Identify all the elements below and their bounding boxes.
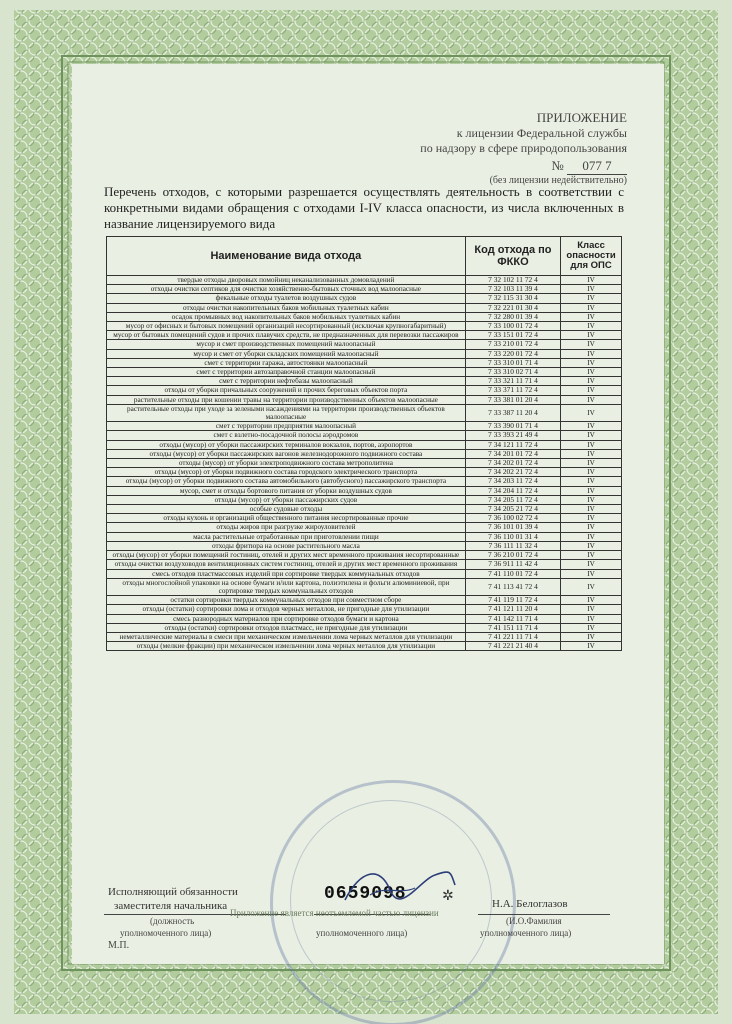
table-row <box>107 294 622 303</box>
row-waste-code: 7 34 202 01 72 4 <box>465 459 560 468</box>
row-waste-name: особые судовые отходы <box>107 505 466 514</box>
row-waste-code: 7 36 911 11 42 4 <box>465 560 560 569</box>
row-waste-code: 7 32 221 01 30 4 <box>465 303 560 312</box>
row-hazard-class: IV <box>561 495 622 504</box>
table-row <box>107 440 622 449</box>
appendix-line-2: по надзору в сфере природопользования <box>420 141 627 155</box>
row-waste-name: отходы кухонь и организаций общественного питания несортированные прочие <box>107 514 466 523</box>
waste-table <box>106 236 622 651</box>
row-waste-name: растительные отходы при уходе за зелеными насаждениями на территории производственных объектов малоопасные <box>107 404 466 421</box>
table-row <box>107 578 622 595</box>
row-hazard-class: IV <box>561 632 622 641</box>
table-row <box>107 422 622 431</box>
row-hazard-class: IV <box>561 459 622 468</box>
table-row <box>107 368 622 377</box>
appendix-number <box>551 158 627 175</box>
row-waste-code: 7 36 111 11 32 4 <box>465 541 560 550</box>
table-row <box>107 569 622 578</box>
row-waste-name: мусор и смет от уборки складских помещений малоопасный <box>107 349 466 358</box>
row-waste-name: остатки сортировки твердых коммунальных отходов при совместном сборе <box>107 596 466 605</box>
row-waste-code: 7 41 221 11 71 4 <box>465 632 560 641</box>
row-waste-name: отходы (мусор) от уборки подвижного состава автомобильного (автобусного) пассажирского транспорта <box>107 477 466 486</box>
row-waste-name: отходы (мусор) от уборки пассажирских вагонов железнодорожного подвижного состава <box>107 449 466 458</box>
row-waste-name: мусор от бытовых помещений судов и прочих плавучих средств, не предназначенных для перевозки пассажиров <box>107 331 466 340</box>
row-waste-name: смет с территории автозаправочной станции малоопасный <box>107 368 466 377</box>
row-waste-name: отходы очистки воздуховодов вентиляционных систем гостиниц, отелей и других мест временного проживания <box>107 560 466 569</box>
row-waste-name: отходы (мусор) от уборки пассажирских судов <box>107 495 466 504</box>
table-body <box>107 276 622 651</box>
serial-number: 0659098 <box>324 884 407 904</box>
row-hazard-class: IV <box>561 294 622 303</box>
row-hazard-class: IV <box>561 642 622 651</box>
row-waste-code: 7 33 310 01 71 4 <box>465 358 560 367</box>
row-hazard-class: IV <box>561 431 622 440</box>
row-waste-name: смет с территории предприятия малоопасный <box>107 422 466 431</box>
table-row <box>107 560 622 569</box>
name-caption-1: (И.О.Фамилия <box>506 916 562 926</box>
table-row <box>107 605 622 614</box>
table-row <box>107 395 622 404</box>
col-class-header: Класс опасности для ОПС <box>561 237 622 276</box>
table-row <box>107 449 622 458</box>
row-waste-code: 7 36 210 01 72 4 <box>465 551 560 560</box>
number-label: № <box>551 158 564 173</box>
row-waste-name: отходы жиров при разгрузке жироуловителей <box>107 523 466 532</box>
row-waste-name: отходы очистки накопительных баков мобильных туалетных кабин <box>107 303 466 312</box>
row-waste-code: 7 34 205 11 72 4 <box>465 495 560 504</box>
signer-name: Н.А. Белоглазов <box>492 898 568 910</box>
row-hazard-class: IV <box>561 523 622 532</box>
row-hazard-class: IV <box>561 605 622 614</box>
row-waste-name: растительные отходы при кошении травы на территории производственных объектов малоопасные <box>107 395 466 404</box>
row-waste-name: твердые отходы дворовых помойниц неканализованных домовладений <box>107 276 466 285</box>
row-hazard-class: IV <box>561 578 622 595</box>
row-waste-name: смет с территории нефтебазы малоопасный <box>107 377 466 386</box>
table-row <box>107 322 622 331</box>
table-row <box>107 349 622 358</box>
signer-position-1: Исполняющий обязанности <box>108 886 238 898</box>
row-waste-code: 7 34 121 11 72 4 <box>465 440 560 449</box>
row-waste-code: 7 34 205 21 72 4 <box>465 505 560 514</box>
row-waste-code: 7 32 280 01 39 4 <box>465 312 560 321</box>
row-waste-name: отходы очистки септиков для очистки хозяйственно-бытовых сточных вод малоопасные <box>107 285 466 294</box>
row-waste-name: отходы (остатки) сортировки отходов пластмасс, не пригодные для утилизации <box>107 623 466 632</box>
row-waste-code: 7 34 203 11 72 4 <box>465 477 560 486</box>
table-row <box>107 431 622 440</box>
row-hazard-class: IV <box>561 551 622 560</box>
table-row <box>107 642 622 651</box>
name-caption-2: уполномоченного лица) <box>480 928 572 938</box>
table-header-row <box>107 237 622 276</box>
row-hazard-class: IV <box>561 349 622 358</box>
signer-position-2: заместителя начальника <box>114 900 228 912</box>
validity-note: (без лицензии недействительно) <box>489 175 627 186</box>
row-hazard-class: IV <box>561 395 622 404</box>
row-hazard-class: IV <box>561 569 622 578</box>
table-row <box>107 532 622 541</box>
row-waste-code: 7 32 102 11 72 4 <box>465 276 560 285</box>
row-waste-name: масла растительные отработанные при приготовлении пищи <box>107 532 466 541</box>
row-waste-name: отходы (мусор) от уборки помещений гостиниц, отелей и других мест временного проживания несортированные <box>107 551 466 560</box>
row-waste-code: 7 41 121 11 20 4 <box>465 605 560 614</box>
table-row <box>107 551 622 560</box>
appendix-footer-note: Приложение является неотъемлемой частью лицензии <box>230 908 439 918</box>
table-row <box>107 312 622 321</box>
signature-scribble <box>340 860 460 910</box>
row-waste-code: 7 36 110 01 31 4 <box>465 532 560 541</box>
row-hazard-class: IV <box>561 514 622 523</box>
row-waste-name: отходы (мелкие фракции) при механическом измельчении лома черных металлов для утилизации <box>107 642 466 651</box>
row-hazard-class: IV <box>561 303 622 312</box>
row-waste-name: мусор и смет производственных помещений малоопасный <box>107 340 466 349</box>
row-waste-code: 7 41 110 01 72 4 <box>465 569 560 578</box>
row-hazard-class: IV <box>561 358 622 367</box>
row-hazard-class: IV <box>561 331 622 340</box>
row-waste-code: 7 33 387 11 20 4 <box>465 404 560 421</box>
table-row <box>107 340 622 349</box>
row-hazard-class: IV <box>561 468 622 477</box>
appendix-title: ПРИЛОЖЕНИЕ <box>536 110 627 125</box>
table-row <box>107 468 622 477</box>
row-hazard-class: IV <box>561 322 622 331</box>
row-waste-name: отходы (мусор) от уборки пассажирских терминалов вокзалов, портов, аэропортов <box>107 440 466 449</box>
row-waste-name: мусор от офисных и бытовых помещений организаций несортированный (исключая крупногабаритный) <box>107 322 466 331</box>
row-waste-name: смесь отходов пластмассовых изделий при сортировке твердых коммунальных отходов <box>107 569 466 578</box>
row-waste-code: 7 36 100 02 72 4 <box>465 514 560 523</box>
row-waste-code: 7 32 103 11 39 4 <box>465 285 560 294</box>
row-waste-name: фекальные отходы туалетов воздушных судов <box>107 294 466 303</box>
table-row <box>107 495 622 504</box>
table-row <box>107 303 622 312</box>
table-row <box>107 614 622 623</box>
row-waste-code: 7 34 204 11 72 4 <box>465 486 560 495</box>
table-row <box>107 477 622 486</box>
table-row <box>107 623 622 632</box>
table-row <box>107 514 622 523</box>
row-waste-code: 7 33 393 21 49 4 <box>465 431 560 440</box>
table-row <box>107 276 622 285</box>
row-hazard-class: IV <box>561 532 622 541</box>
col-name-header: Наименование вида отхода <box>107 237 466 276</box>
row-waste-code: 7 33 210 01 72 4 <box>465 340 560 349</box>
row-waste-code: 7 32 115 31 30 4 <box>465 294 560 303</box>
row-waste-code: 7 33 100 01 72 4 <box>465 322 560 331</box>
row-hazard-class: IV <box>561 340 622 349</box>
row-waste-name: смет с взлетно-посадочной полосы аэродромов <box>107 431 466 440</box>
row-hazard-class: IV <box>561 312 622 321</box>
table-row <box>107 541 622 550</box>
table-row <box>107 285 622 294</box>
row-waste-code: 7 33 310 02 71 4 <box>465 368 560 377</box>
row-hazard-class: IV <box>561 422 622 431</box>
row-hazard-class: IV <box>561 449 622 458</box>
row-waste-name: смет с территории гаража, автостоянки малоопасный <box>107 358 466 367</box>
table-row <box>107 596 622 605</box>
row-waste-name: отходы фритюра на основе растительного масла <box>107 541 466 550</box>
row-hazard-class: IV <box>561 440 622 449</box>
row-hazard-class: IV <box>561 386 622 395</box>
row-waste-name: отходы от уборки причальных сооружений и прочих береговых объектов порта <box>107 386 466 395</box>
name-underline <box>478 914 610 915</box>
row-waste-name: мусор, смет и отходы бортового питания от уборки воздушных судов <box>107 486 466 495</box>
asterisk-icon: ✲ <box>442 889 454 904</box>
number-value: 077 7 <box>567 158 627 175</box>
row-waste-code: 7 33 371 11 72 4 <box>465 386 560 395</box>
table-row <box>107 459 622 468</box>
table-row <box>107 377 622 386</box>
row-waste-code: 7 41 119 11 72 4 <box>465 596 560 605</box>
row-hazard-class: IV <box>561 285 622 294</box>
row-waste-name: отходы (мусор) от уборки подвижного состава городского электрического транспорта <box>107 468 466 477</box>
position-caption-1: (должность <box>150 916 195 926</box>
row-hazard-class: IV <box>561 505 622 514</box>
sign-caption: уполномоченного лица) <box>316 928 408 938</box>
row-hazard-class: IV <box>561 368 622 377</box>
row-waste-code: 7 34 201 01 72 4 <box>465 449 560 458</box>
row-waste-code: 7 33 321 11 71 4 <box>465 377 560 386</box>
row-waste-code: 7 41 142 11 71 4 <box>465 614 560 623</box>
row-hazard-class: IV <box>561 404 622 421</box>
row-waste-name: смесь разнородных материалов при сортировке отходов бумаги и картона <box>107 614 466 623</box>
row-waste-code: 7 41 151 11 71 4 <box>465 623 560 632</box>
position-caption-2: уполномоченного лица) <box>120 928 212 938</box>
row-hazard-class: IV <box>561 377 622 386</box>
row-waste-name: отходы (остатки) сортировки лома и отходов черных металлов, не пригодные для утилизации <box>107 605 466 614</box>
col-code-header: Код отхода по ФККО <box>465 237 560 276</box>
row-waste-code: 7 36 101 01 39 4 <box>465 523 560 532</box>
row-hazard-class: IV <box>561 486 622 495</box>
row-hazard-class: IV <box>561 614 622 623</box>
row-waste-code: 7 41 113 41 72 4 <box>465 578 560 595</box>
table-row <box>107 523 622 532</box>
row-hazard-class: IV <box>561 596 622 605</box>
table-row <box>107 358 622 367</box>
table-row <box>107 632 622 641</box>
row-hazard-class: IV <box>561 623 622 632</box>
row-waste-code: 7 33 381 01 20 4 <box>465 395 560 404</box>
table-row <box>107 386 622 395</box>
table-row <box>107 505 622 514</box>
row-waste-name: отходы (мусор) от уборки электроподвижного состава метрополитена <box>107 459 466 468</box>
row-waste-code: 7 41 221 21 40 4 <box>465 642 560 651</box>
intro-text: Перечень отходов, с которыми разрешается осуществлять деятельность в соответствии с конкретными видами обращения с отходами I-IV класса опасности, из числа включенных в название лицензируемого вида <box>104 184 624 231</box>
table-row <box>107 486 622 495</box>
appendix-line-1: к лицензии Федеральной службы <box>456 126 627 140</box>
row-waste-code: 7 34 202 21 72 4 <box>465 468 560 477</box>
row-waste-name: неметаллические материалы в смеси при механическом измельчении лома черных металлов для утилизации <box>107 632 466 641</box>
seal-place-label: М.П. <box>108 940 130 951</box>
table-row <box>107 331 622 340</box>
row-hazard-class: IV <box>561 541 622 550</box>
row-hazard-class: IV <box>561 477 622 486</box>
table-row <box>107 404 622 421</box>
row-waste-name: осадок промывных вод накопительных баков мобильных туалетных кабин <box>107 312 466 321</box>
row-waste-code: 7 33 151 01 72 4 <box>465 331 560 340</box>
row-waste-code: 7 33 220 01 72 4 <box>465 349 560 358</box>
row-hazard-class: IV <box>561 276 622 285</box>
row-waste-code: 7 33 390 01 71 4 <box>465 422 560 431</box>
row-hazard-class: IV <box>561 560 622 569</box>
row-waste-name: отходы многослойной упаковки на основе бумаги и/или картона, полиэтилена и фольги алюминиевой, при сортировке твердых коммунальных отходов <box>107 578 466 595</box>
